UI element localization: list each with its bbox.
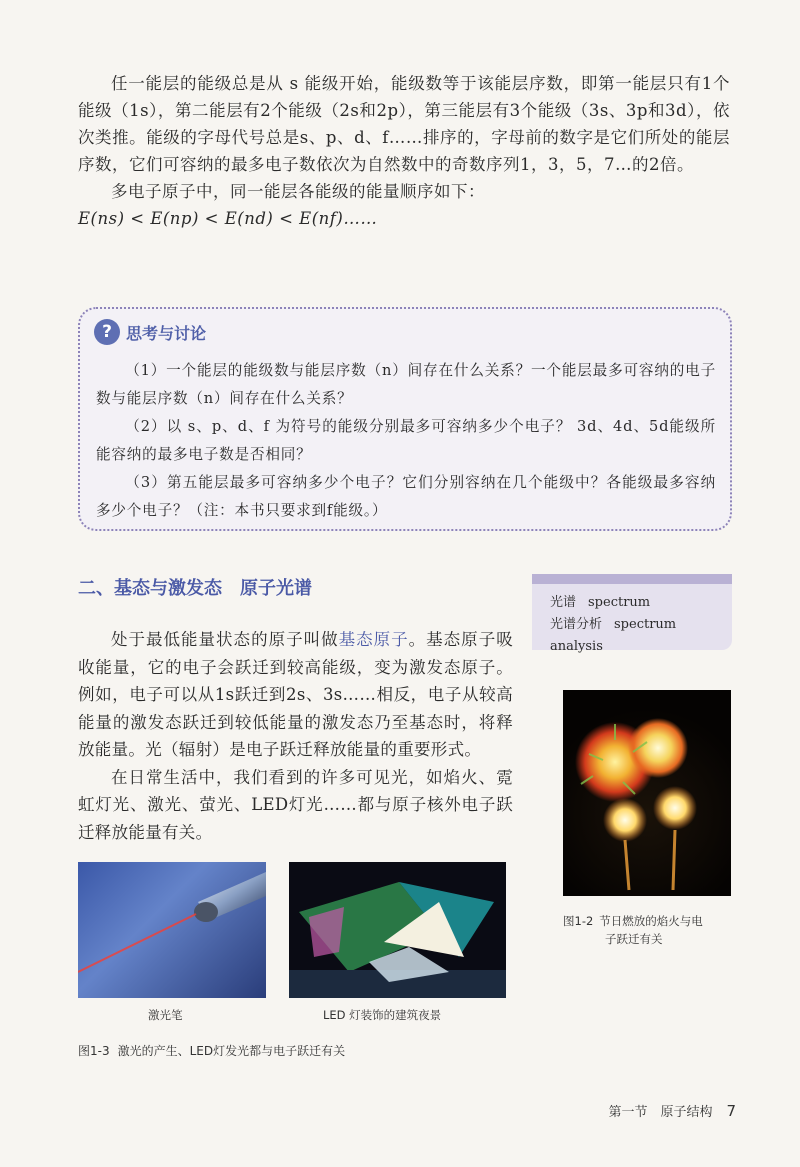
discussion-question-1: （1）一个能层的能级数与能层序数（n）间存在什么关系？一个能层最多可容纳的电子数与能层序数（n）间存在什么关系？: [96, 362, 716, 407]
body-text-start: 处于最低能量状态的原子叫做: [111, 630, 339, 649]
page-number: 7: [726, 1102, 736, 1120]
led-building-photo: [289, 862, 506, 998]
section-body: [78, 626, 513, 846]
led-building-label: LED 灯装饰的建筑夜景: [323, 1008, 442, 1022]
body-paragraph-1: [78, 626, 513, 764]
glossary-item: [550, 614, 732, 658]
footer-section-title: 第一节 原子结构: [608, 1105, 713, 1120]
section-heading: 二、基态与激发态 原子光谱: [78, 578, 312, 599]
glossary-item: [550, 592, 732, 614]
question-bubble-icon: ?: [94, 319, 120, 345]
page-footer: [608, 1101, 736, 1120]
discussion-title: 思考与讨论: [126, 323, 207, 343]
intro-paragraph-1: 任一能层的能级总是从 s 能级开始，能级数等于该能层序数，即第一能层只有1个能级（1s），第二能层有2个能级（2s和2p），第三能层有3个能级（3s、3p和3d），依次类推。能级的字母代号总是s、p、d、f……排序的，字母前的数字是它们所处的能层序数，它们可容纳的最多电子数依次为自然数中的奇数序列1，3，5，7…的2倍。: [78, 74, 730, 174]
body-text-rest: 。基态原子吸收能量，它的电子会跃迁到较高能级，变为激发态原子。例如，电子可以从1s跃迁到2s、3s……相反，电子从较高能量的激发态跃迁到较低能量的激发态乃至基态时，将释放能量。光（辐射）是电子跃迁释放能量的重要形式。: [78, 630, 513, 759]
energy-order-formula: E(ns) < E(np) < E(nd) < E(nf)……: [78, 209, 378, 228]
glossary-en: spectrum: [588, 595, 651, 610]
figure-caption-line2: 子跃迁有关: [605, 932, 663, 946]
discussion-questions: [96, 357, 716, 525]
figure-1-3-caption: [78, 1042, 345, 1059]
figure-number: 图1-2: [563, 914, 594, 928]
intro-paragraph-2: 多电子原子中，同一能层各能级的能量顺序如下：: [111, 182, 485, 201]
fireworks-photo: [563, 690, 731, 896]
figure-number: 图1-3: [78, 1044, 110, 1058]
figure-1-2-caption: [563, 912, 735, 948]
glossary-zh: 光谱: [550, 595, 577, 610]
body-paragraph-2: 在日常生活中，我们看到的许多可见光，如焰火、霓虹灯光、激光、萤光、LED灯光……都与原子核外电子跃迁释放能量有关。: [78, 767, 513, 842]
ground-state-term: 基态原子: [338, 630, 409, 649]
intro-text: [78, 70, 730, 232]
glossary-box: [532, 574, 732, 654]
laser-pointer-photo: [78, 862, 266, 998]
laser-pointer-label: 激光笔: [148, 1008, 183, 1022]
figure-caption-line1: 节日燃放的焰火与电: [599, 914, 703, 928]
glossary-bar: [532, 574, 732, 584]
discussion-question-2: （2）以 s、p、d、f 为符号的能级分别最多可容纳多少个电子？ 3d、4d、5d能级所能容纳的最多电子数是否相同？: [96, 418, 716, 463]
glossary-zh: 光谱分析: [550, 617, 603, 632]
discussion-question-3: （3）第五能层最多可容纳多少个电子？它们分别容纳在几个能级中？各能级最多容纳多少个电子？（注：本书只要求到f能级。）: [96, 474, 716, 519]
discussion-header: [94, 319, 206, 345]
discussion-box: [78, 307, 732, 531]
figure-caption-text: 激光的产生、LED灯发光都与电子跃迁有关: [117, 1044, 346, 1058]
glossary-en: spectrum analysis: [550, 617, 677, 654]
